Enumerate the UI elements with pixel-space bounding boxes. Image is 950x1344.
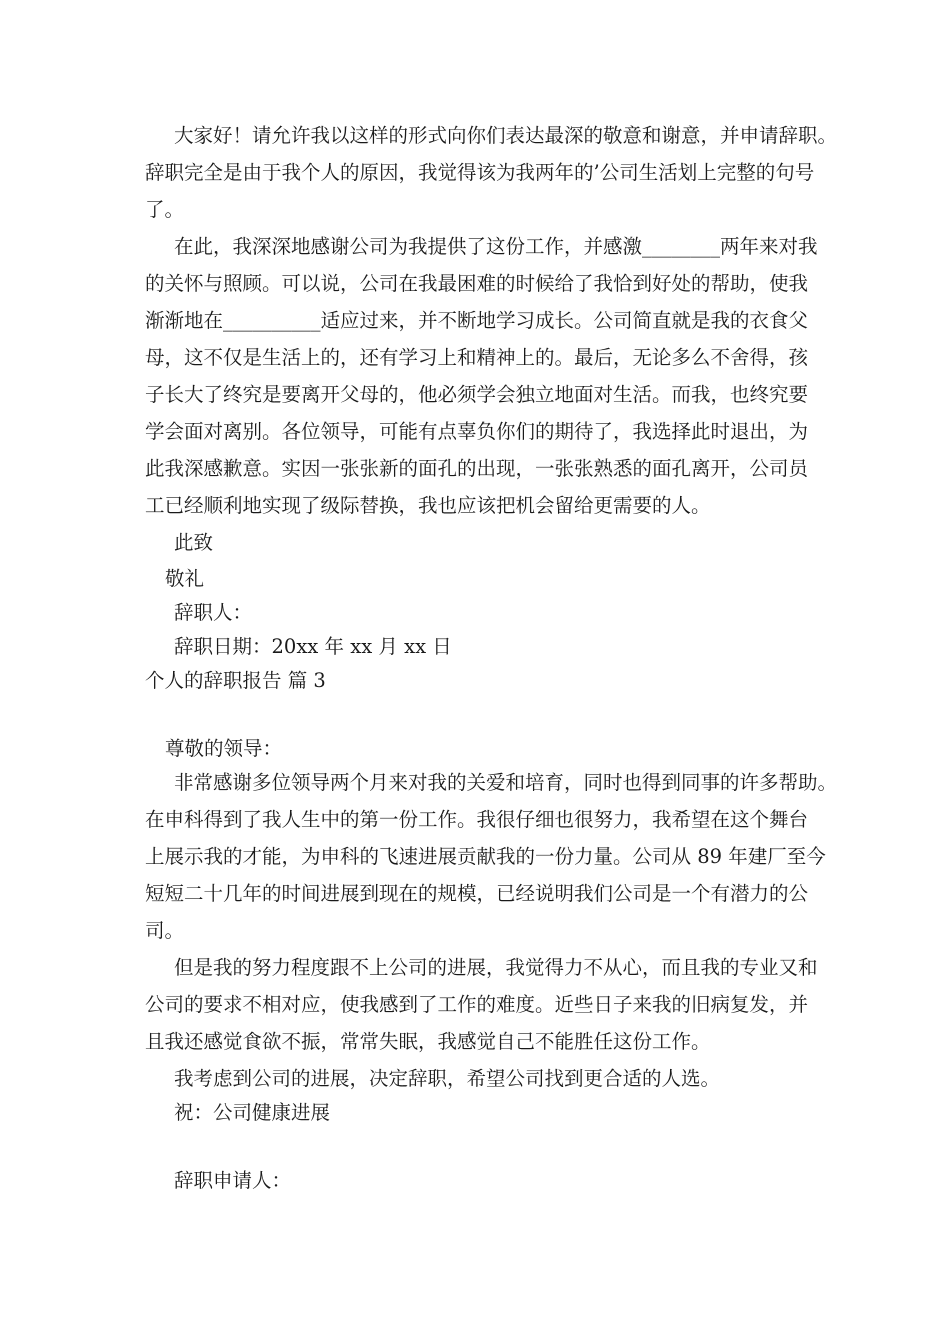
applicant-signature-label: 辞职申请人： [174,1169,292,1192]
closing-salutation: 此致 [174,531,214,554]
section-title: 个人的辞职报告 篇 3 [145,669,326,692]
wish-line: 祝：公司健康进展 [174,1101,331,1124]
paragraph-line: 母，这不仅是生活上的，还有学习上和精神上的。最后，无论多么不舍得，孩 [145,346,809,369]
paragraph-line: 大家好！请允许我以这样的形式向你们表达最深的敬意和谢意，并申请辞职。 [174,124,838,147]
paragraph-line: 在此，我深深地感谢公司为我提供了这份工作，并感激________两年来对我 [174,235,818,258]
paragraph-line: 的关怀与照顾。可以说，公司在我最困难的时候给了我恰到好处的帮助，使我 [145,272,809,295]
signature-label: 辞职人： [174,601,253,624]
paragraph-line: 公司的要求不相对应，使我感到了工作的难度。近些日子来我的旧病复发，并 [145,993,809,1016]
paragraph-line: 此我深感歉意。实因一张张新的面孔的出现，一张张熟悉的面孔离开，公司员 [145,457,809,480]
greeting: 尊敬的领导： [165,737,283,760]
paragraph-line: 我考虑到公司的进展，决定辞职，希望公司找到更合适的人选。 [174,1067,721,1090]
paragraph-line: 短短二十几年的时间进展到现在的规模，已经说明我们公司是一个有潜力的公 [145,882,809,905]
paragraph-line: 子长大了终究是要离开父母的，他必须学会独立地面对生活。而我，也终究要 [145,383,809,406]
paragraph-line: 司。 [145,919,185,942]
paragraph-line: 了。 [145,198,185,221]
paragraph-line: 非常感谢多位领导两个月来对我的关爱和培育，同时也得到同事的许多帮助。 [174,771,838,794]
date-line: 辞职日期：20xx 年 xx 月 xx 日 [174,635,452,658]
closing-regards: 敬礼 [165,567,205,590]
paragraph-line: 上展示我的才能，为申科的飞速进展贡献我的一份力量。公司从 89 年建厂至今 [145,845,826,868]
paragraph-line: 渐渐地在__________适应过来，并不断地学习成长。公司简直就是我的衣食父 [145,309,809,332]
paragraph-line: 辞职完全是由于我个人的原因，我觉得该为我两年的’公司生活划上完整的句号 [145,161,815,184]
paragraph-line: 工已经顺利地实现了级际替换，我也应该把机会留给更需要的人。 [145,494,711,517]
paragraph-line: 学会面对离别。各位领导，可能有点辜负你们的期待了，我选择此时退出，为 [145,420,809,443]
paragraph-line: 且我还感觉食欲不振，常常失眠，我感觉自己不能胜任这份工作。 [145,1030,711,1053]
paragraph-line: 在申科得到了我人生中的第一份工作。我很仔细也很努力，我希望在这个舞台 [145,808,809,831]
paragraph-line: 但是我的努力程度跟不上公司的进展，我觉得力不从心，而且我的专业又和 [174,956,818,979]
